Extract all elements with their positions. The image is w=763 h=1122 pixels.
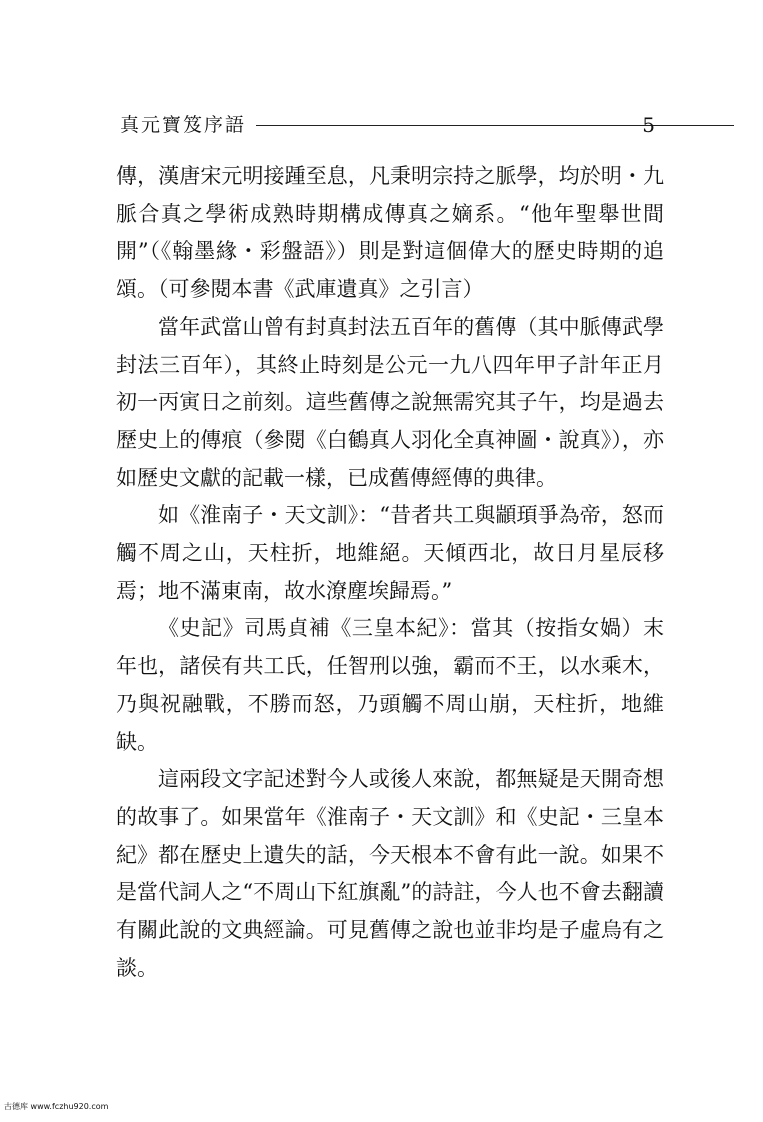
paragraph-1: 傳，漢唐宋元明接踵至息，凡秉明宗持之脈學，均於明・九脈合真之學術成熟時期構成傳真之嫡系。“他年聖舉世間開”（《翰墨緣・彩盤語》）則是對這個偉大的歷史時期的追頌。（可參閱本書《武庫遺真》之引言）	[116, 164, 664, 302]
paragraph-3: 如《淮南子・天文訓》：“昔者共工與顓頊爭為帝，怒而觸不周之山，天柱折，地維絕。天傾西北，故日月星辰移焉；地不滿東南，故水潦塵埃歸焉。”	[116, 503, 664, 603]
paragraph-5: 這兩段文字記述對今人或後人來說，都無疑是天開奇想的故事了。如果當年《淮南子・天文訓》和《史記・三皇本紀》都在歷史上遺失的話，今天根本不會有此一說。如果不是當代詞人之“不周山下紅旗亂”的詩註，今人也不會去翻讀有關此說的文典經論。可見舊傳之說也並非均是子虛烏有之談。	[116, 767, 664, 980]
body-text	[116, 158, 664, 987]
paragraph-4: 《史記》司馬貞補《三皇本紀》：當其（按指女媧）末年也，諸侯有共工氏，任智刑以強，霸而不王，以水乘木，乃與祝融戰，不勝而怒，乃頭觸不周山崩，天柱折，地維缺。	[116, 616, 664, 754]
book-title: 真元寶笈序語	[120, 114, 247, 136]
running-header	[120, 110, 655, 140]
page-number: 5	[642, 113, 655, 137]
paragraph-2: 當年武當山曾有封真封法五百年的舊傳（其中脈傳武學封法三百年），其終止時刻是公元一九八四年甲子計年正月初一丙寅日之前刻。這些舊傳之說無需究其子午，均是過去歷史上的傳痕（參閱《白鶴真人羽化全真神圖・說真》），亦如歷史文獻的記載一樣，已成舊傳經傳的典律。	[116, 314, 664, 490]
source-watermark: 古德库 www.fczhu920.com	[4, 1102, 109, 1111]
header-rule	[256, 125, 734, 126]
